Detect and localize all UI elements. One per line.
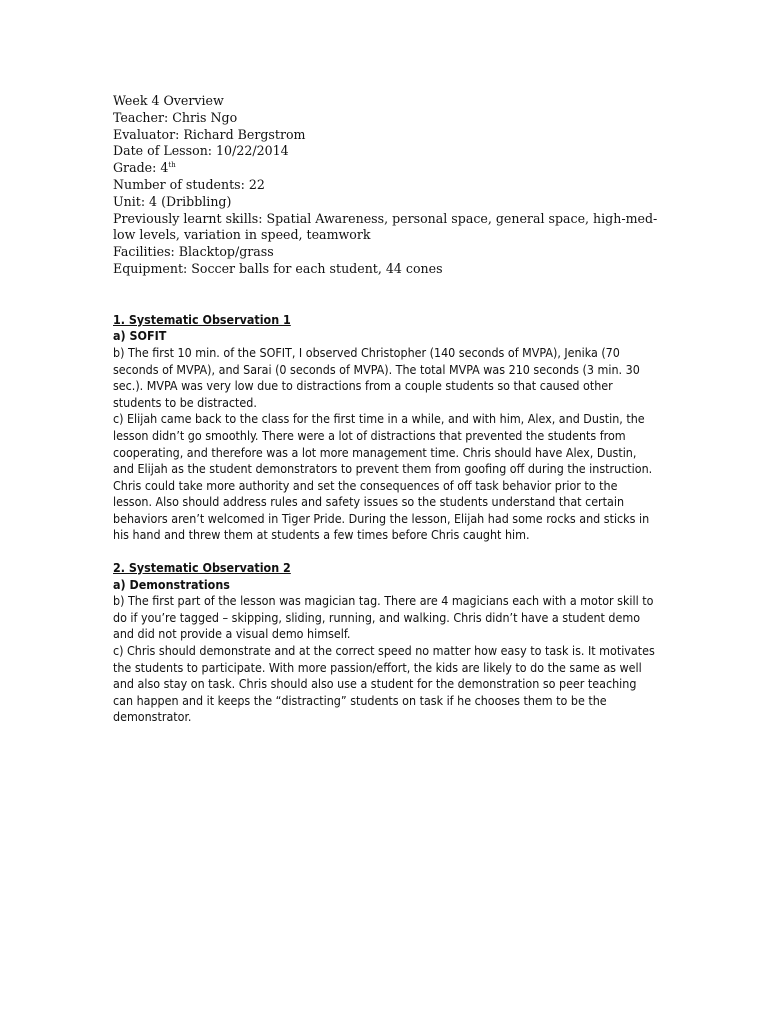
date-line: Date of Lesson: 10/22/2014 xyxy=(113,143,289,159)
observation-2-title: 2. Systematic Observation 2 xyxy=(113,560,291,576)
document-title: Week 4 Overview xyxy=(113,93,224,108)
teacher-line: Teacher: Chris Ngo xyxy=(113,109,238,125)
unit-line: Unit: 4 (Dribbling) xyxy=(113,193,232,209)
equipment-line: Equipment: Soccer balls for each student, 44 cones xyxy=(113,260,443,276)
skills-line: Previously learnt skills: Spatial Awareness, personal space, general space, high-med-low levels, variation in speed, teamwork xyxy=(113,210,658,243)
observation-2-section xyxy=(113,560,658,726)
grade-text: Grade: 4 xyxy=(113,160,169,176)
observation-1-paragraph-b: b) The first 10 min. of the SOFIT, I observed Christopher (140 seconds of MVPA), Jenika (70 seconds of MVPA), and Sarai (0 seconds of MVPA). The total MVPA was 210 seconds (3 min. 30 sec.). MVPA was very low due to distractions from a couple students so that caused other students to be distracted. xyxy=(113,344,640,410)
observation-2-paragraph-b: b) The first part of the lesson was magician tag. There are 4 magicians each with a motor skill to do if you’re tagged – skipping, sliding, running, and walking. Chris didn’t have a student demo and did not provide a visual demo himself. xyxy=(113,593,654,642)
observation-1-section xyxy=(113,312,658,544)
grade-line xyxy=(113,160,658,177)
lesson-info xyxy=(113,93,658,278)
document-page xyxy=(113,93,658,726)
observation-1-paragraph-c: c) Elijah came back to the class for the first time in a while, and with him, Alex, and Dustin, the lesson didn’t go smoothly. There were a lot of distractions that prevented the students from cooperating, and therefore was a lot more management time. Chris should have Alex, Dustin, and Elijah as the student demonstrators to prevent them from goofing off during the instruction. Chris could take more authority and set the consequences of off task behavior prior to the lesson. Also should address rules and safety issues so the students understand that certain behaviors aren’t welcomed in Tiger Pride. During the lesson, Elijah had some rocks and sticks in his hand and threw them at students a few times before Chris caught him. xyxy=(113,411,653,543)
observation-2-paragraph-c: c) Chris should demonstrate and at the correct speed no matter how easy to task is. It motivates the students to participate. With more passion/effort, the kids are likely to do the same as well and also stay on task. Chris should also use a student for the demonstration so peer teaching can happen and it keeps the “distracting” students on task if he chooses them to be the demonstrator. xyxy=(113,643,655,725)
observation-1-subtitle: a) SOFIT xyxy=(113,328,167,344)
students-line: Number of students: 22 xyxy=(113,176,265,192)
facilities-line: Facilities: Blacktop/grass xyxy=(113,244,274,260)
grade-suffix: th xyxy=(168,161,176,170)
observation-1-title: 1. Systematic Observation 1 xyxy=(113,311,291,327)
observation-2-subtitle: a) Demonstrations xyxy=(113,576,230,592)
evaluator-line: Evaluator: Richard Bergstrom xyxy=(113,126,306,142)
